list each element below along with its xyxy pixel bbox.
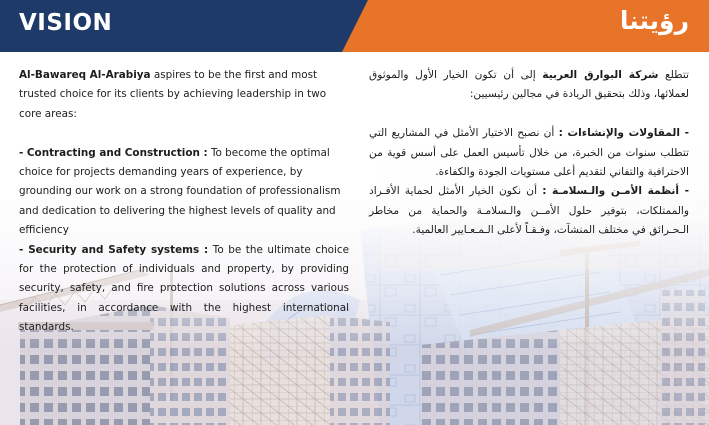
english-item-contracting-heading: - Contracting and Construction : [19, 146, 208, 159]
arabic-item-security [369, 182, 689, 240]
arabic-intro-prefix: تتطلع [658, 69, 689, 81]
english-intro [19, 66, 349, 124]
english-intro-text: aspires to be the first and most trusted choice for its clients by achieving leadership in two core areas: [19, 69, 327, 120]
arabic-item-contracting [369, 124, 689, 182]
arabic-item-contracting-text: أن نصبح الاختيار الأمثل في المشاريع التي تتطلب سنوات من الخبرة، من خلال تأسيس العمل على أسس قوية من الاحترافية والتفاني لتقديم أعلى مستويات الجودة والكفاءة. [369, 127, 689, 179]
vision-title-arabic: رؤيتنا [619, 6, 689, 35]
arabic-intro [369, 66, 689, 105]
english-company-name: Al-Bawareq Al-Arabiya [19, 69, 151, 81]
english-item-security-heading: - Security and Safety systems : [19, 243, 209, 256]
arabic-intro-text: إلى أن تكون الخيار الأول والموثوق لعملائها، وذلك بتحقيق الريادة في مجالين رئيسيين: [369, 69, 689, 101]
arabic-item-contracting-heading: - المقاولات والإنشاءات : [558, 127, 689, 140]
arabic-company-name: شركة البوارق العربية [542, 69, 659, 81]
arabic-item-security-text: أن نكون الخيار الأمثل لحماية الأفـراد والممتلكات، بتوفير حلول الأمــن والـسلامـة والحماية من مخاطر الـحـرائق في مختلف المنشآت، وفـقـاً لأعلى الـمـعـايير العالمية. [369, 185, 689, 237]
arabic-item-security-heading: - أنظمة الأمـن والـسلامـة : [542, 185, 689, 198]
english-item-contracting [19, 144, 349, 241]
english-item-contracting-text: To become the optimal choice for projects demanding years of experience, by grounding our work on a strong foundation of professionalism and dedication to delivering the highest levels of quality and efficiency [19, 146, 341, 237]
vision-title: VISION [19, 10, 113, 36]
english-column [19, 66, 349, 338]
english-item-security-text: To be the ultimate choice for the protection of individuals and property, by providing security, safety, and fire protection solutions across various facilities, in accordance with the highest international standards. [19, 243, 350, 334]
english-item-security [19, 241, 349, 338]
arabic-column [369, 66, 689, 241]
